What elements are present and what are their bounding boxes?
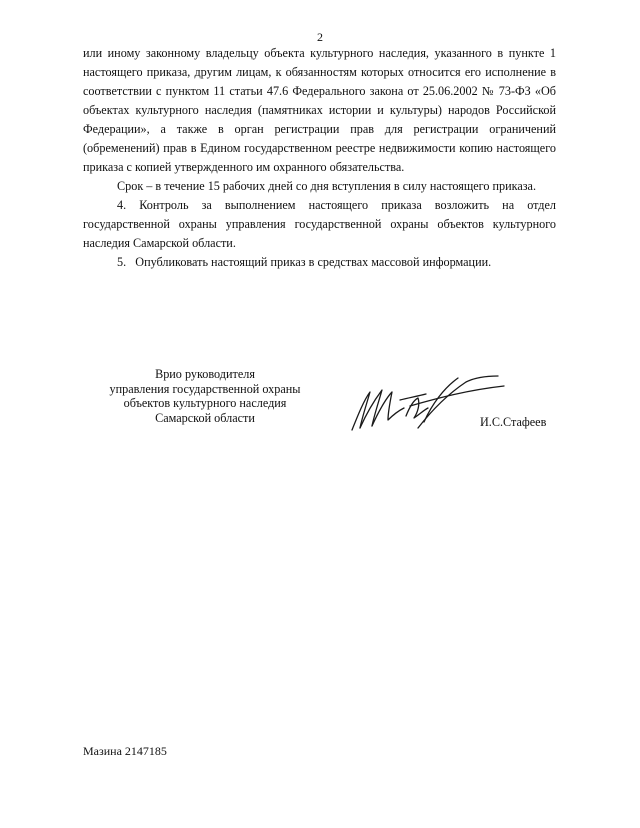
document-body — [83, 44, 556, 272]
signer-name: И.С.Стафеев — [480, 415, 547, 429]
paragraph-item-4: 4. Контроль за выполнением настоящего приказа возложить на отдел государственной охраны управления государственной охраны объектов культурного наследия Самарской области. — [83, 198, 556, 250]
signatory-position — [80, 367, 330, 425]
executor-note: Мазина 2147185 — [83, 744, 167, 758]
paragraph-deadline: Срок – в течение 15 рабочих дней со дня вступления в силу настоящего приказа. — [117, 179, 537, 193]
position-line: Врио руководителя — [155, 367, 255, 381]
position-line: объектов культурного наследия — [123, 396, 287, 410]
page-number: 2 — [317, 30, 323, 44]
position-line: управления государственной охраны — [109, 381, 301, 396]
paragraph-item-5: 5. Опубликовать настоящий приказ в средствах массовой информации. — [117, 255, 492, 269]
position-line: Самарской области — [155, 410, 255, 425]
paragraph-continuation: или иному законному владельцу объекта культурного наследия, указанного в пункте 1 настоящего приказа, другим лицам, к обязанностям которых относится его исполнение в соответствии с пунктом 11 статьи 47.6 Федерального закона от 25.06.2002 № 73-ФЗ «Об объектах культурного наследия (памятниках истории и культуры) народов Российской Федерации», а также в орган регистрации прав для регистрации ограничений (обременений) прав в Едином государственном реестре недвижимости копию настоящего приказа с копией утвержденного им охранного обязательства. — [83, 46, 556, 174]
